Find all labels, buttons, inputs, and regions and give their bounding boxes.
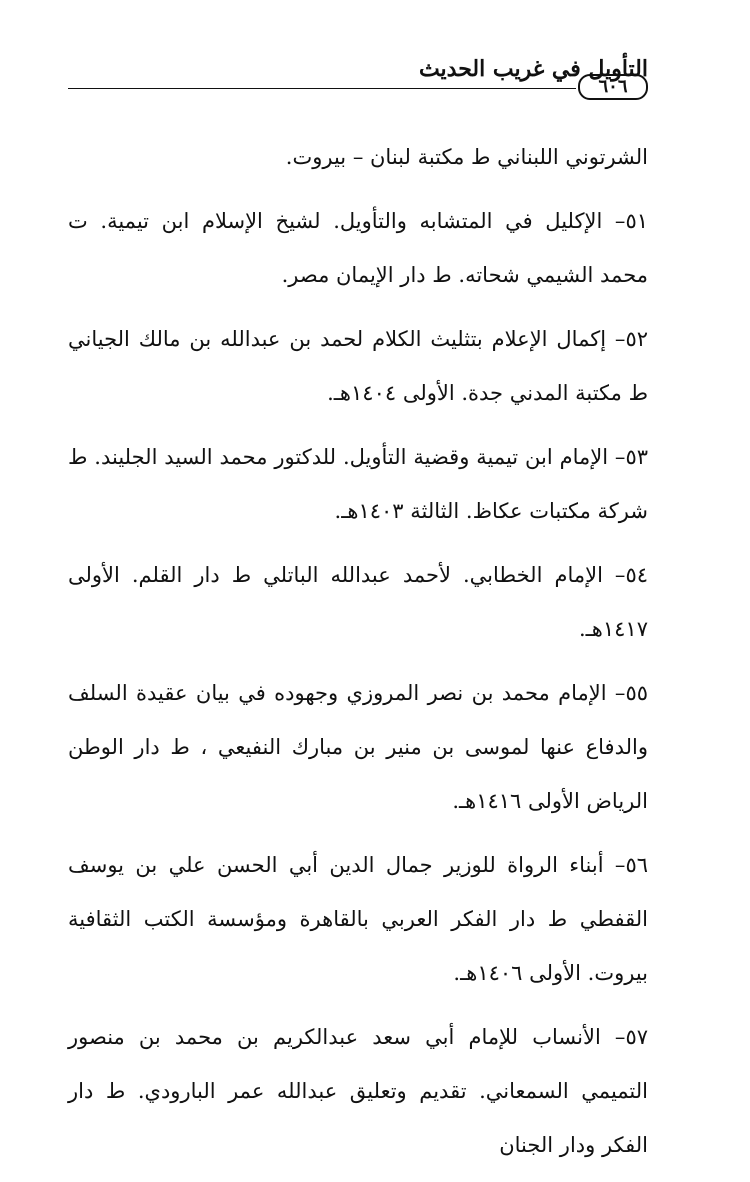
header-rule — [68, 88, 576, 89]
bibliography-entry-54: ٥٤– الإمام الخطابي. لأحمد عبدالله الباتلي ط دار القلم. الأولى ١٤١٧هـ. — [68, 563, 648, 641]
bibliography-entry-52: ٥٢– إكمال الإعلام بتثليث الكلام لحمد بن عبدالله بن مالك الجياني ط مكتبة المدني جدة. الأولى ١٤٠٤هـ. — [68, 327, 648, 405]
bibliography-entry-55: ٥٥– الإمام محمد بن نصر المروزي وجهوده في بيان عقيدة السلف والدفاع عنها لموسى بن منير بن مبارك النفيعي ، ط دار الوطن الرياض الأولى ١٤١٦هـ. — [68, 681, 648, 813]
bibliography-entry-56: ٥٦– أبناء الرواة للوزير جمال الدين أبي الحسن علي بن يوسف القفطي ط دار الفكر العربي بالقاهرة ومؤسسة الكتب الثقافية بيروت. الأولى ١٤٠٦هـ. — [68, 853, 648, 985]
page-header — [68, 52, 648, 104]
bibliography-entry-continuation: الشرتوني اللبناني ط مكتبة لبنان – بيروت. — [285, 145, 648, 169]
bibliography-entry-51: ٥١– الإكليل في المتشابه والتأويل. لشيخ الإسلام ابن تيمية. ت محمد الشيمي شحاته. ط دار الإيمان مصر. — [68, 209, 648, 287]
page-number: ٦٠٦ — [578, 74, 648, 100]
bibliography-list — [68, 130, 648, 1182]
bibliography-entry-53: ٥٣– الإمام ابن تيمية وقضية التأويل. للدكتور محمد السيد الجليند. ط شركة مكتبات عكاظ. الثالثة ١٤٠٣هـ. — [68, 445, 648, 523]
bibliography-entry-57: ٥٧– الأنساب للإمام أبي سعد عبدالكريم بن محمد بن منصور التميمي السمعاني. تقديم وتعليق عبدالله عمر البارودي. ط دار الفكر ودار الجنان — [68, 1025, 648, 1157]
running-title: التأويل في غريب الحديث — [418, 56, 648, 82]
